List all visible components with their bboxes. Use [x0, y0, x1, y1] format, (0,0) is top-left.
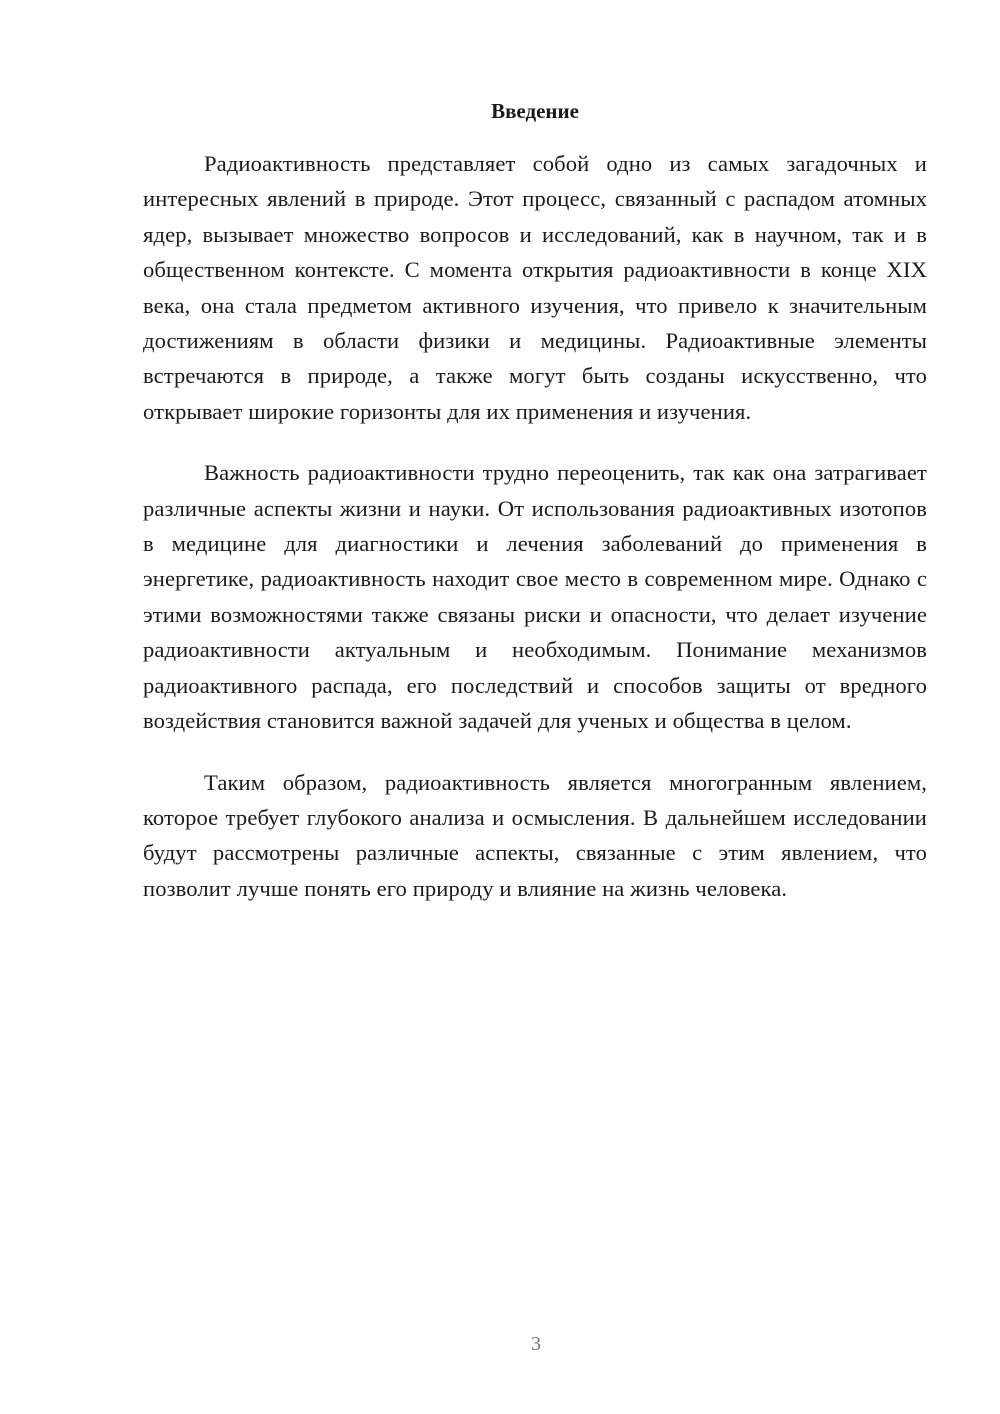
page-number: 3 [531, 1333, 541, 1355]
paragraph-3: Таким образом, радиоактивность является многогранным явлением, которое требует глубокого анализа и осмысления. В дальнейшем исследовании будут рассмотрены различные аспекты, связанные с этим явлением, что позволит лучше понять его природу и влияние на жизнь человека. [143, 769, 927, 901]
section-heading: Введение [491, 99, 579, 123]
paragraph-1: Радиоактивность представляет собой одно из самых загадочных и интересных явлений в природе. Этот процесс, связанный с распадом атомных ядер, вызывает множество вопросов и исследований, как в научном, так и в общественном контексте. С момента открытия радиоактивности в конце XIX века, она стала предметом активного изучения, что привело к значительным достижениям в области физики и медицины. Радиоактивные элементы встречаются в природе, а также могут быть созданы искусственно, что открывает широкие горизонты для их применения и изучения. [143, 151, 927, 424]
paragraph-2: Важность радиоактивности трудно переоценить, так как она затрагивает различные аспекты жизни и науки. От использования радиоактивных изотопов в медицине для диагностики и лечения заболеваний до применения в энергетике, радиоактивность находит свое место в современном мире. Однако с этими возможностями также связаны риски и опасности, что делает изучение радиоактивности актуальным и необходимым. Понимание механизмов радиоактивного распада, его последствий и способов защиты от вредного воздействия становится важной задачей для ученых и общества в целом. [143, 460, 927, 734]
page-content [143, 96, 927, 932]
